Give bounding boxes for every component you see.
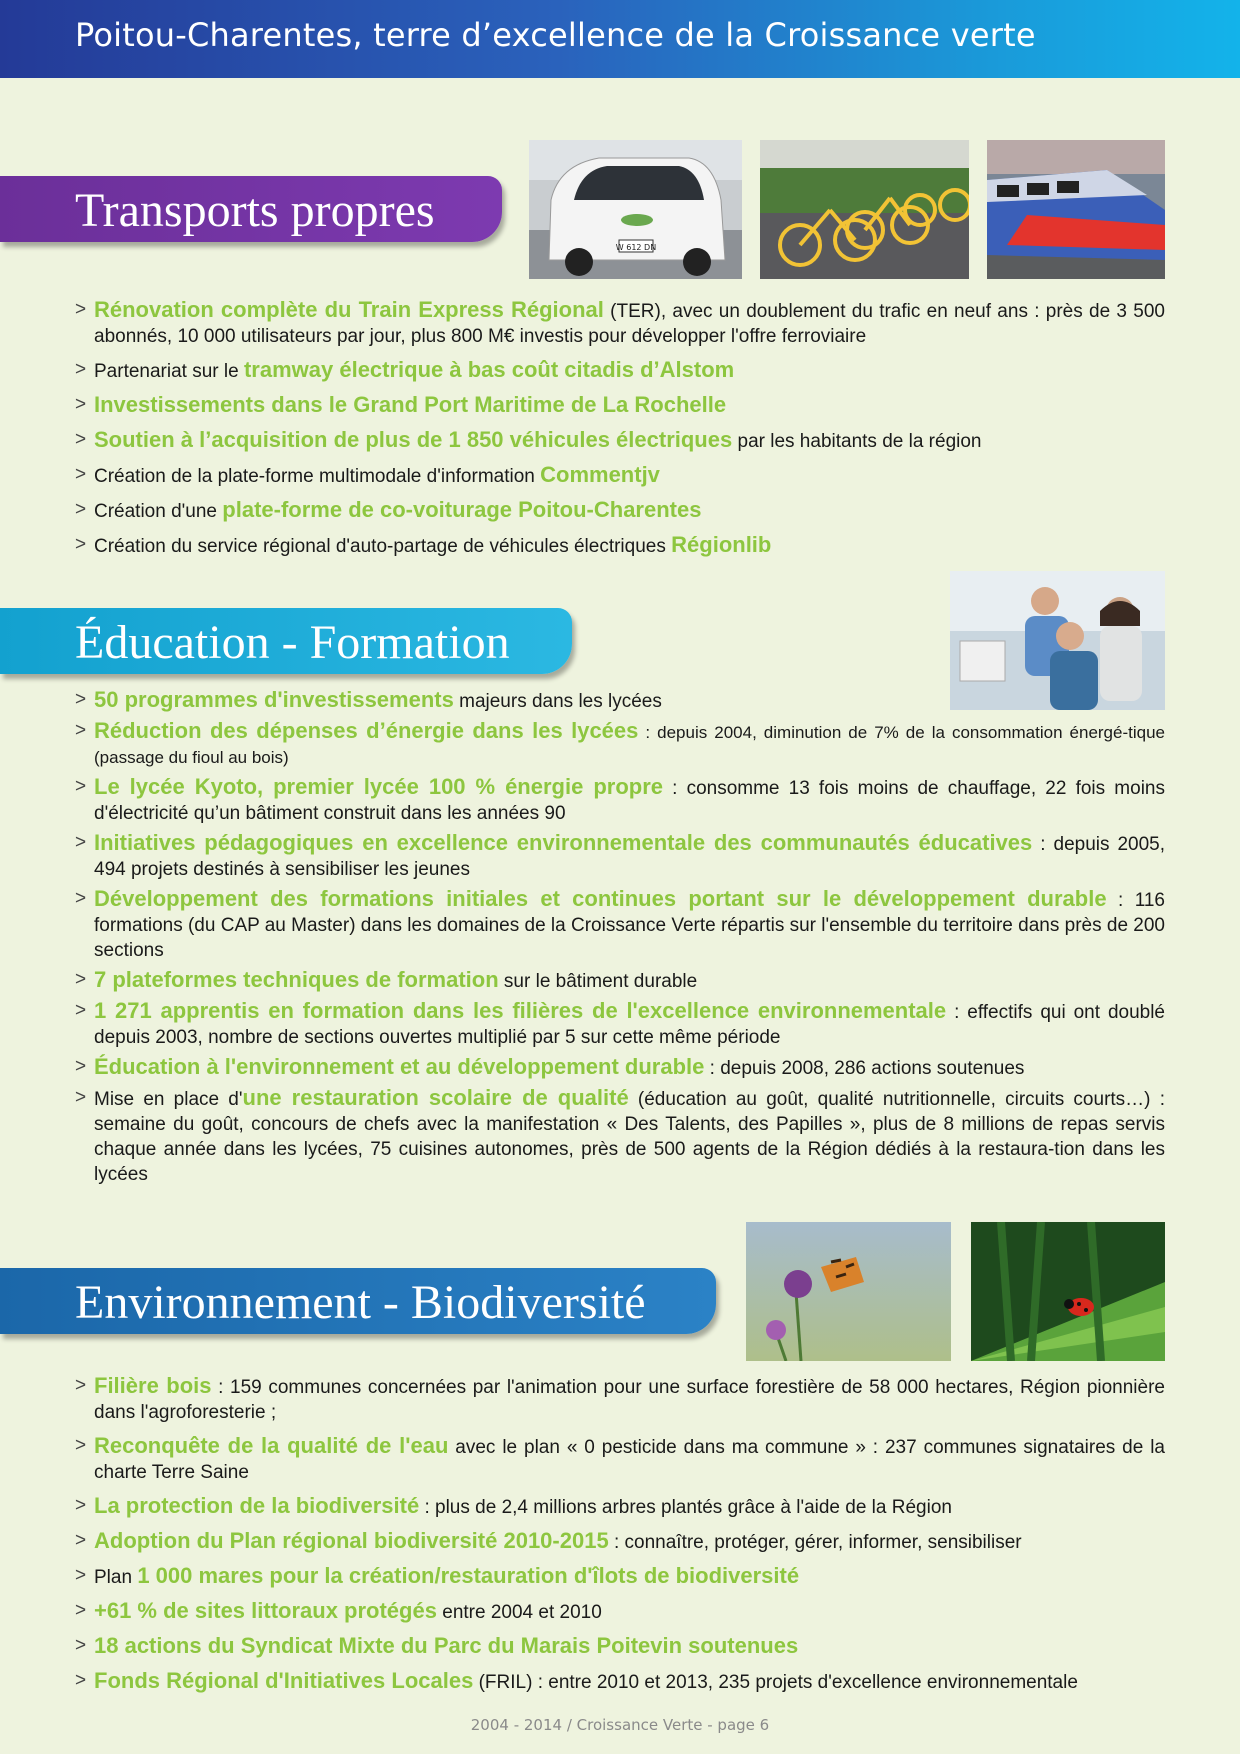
- body-text: : 159 communes concernées par l'animation pour une surface forestière de 58 000 hectares, Région pionnière dans l'agroforesterie ;: [94, 1377, 1165, 1423]
- section-title: Transports propres: [75, 184, 435, 237]
- body-text: : depuis 2008, 286 actions soutenues: [704, 1058, 1025, 1079]
- body-text: : 116 formations (du CAP au Master) dans les domaines de la Croissance Verte répartis sur l'ensemble du territoire dans près de 200 sections: [94, 890, 1165, 961]
- car-plate: W 612 DN: [615, 243, 657, 252]
- highlight-text: Éducation à l'environnement et au développement durable: [94, 1054, 705, 1079]
- highlight-text: Soutien à l’acquisition de plus de 1 850 véhicules électriques: [94, 427, 733, 452]
- education-list: [75, 687, 1165, 1191]
- list-item: [75, 774, 1165, 826]
- photo-ter-train: [987, 140, 1165, 279]
- highlight-text: 7 plateformes techniques de formation: [94, 967, 499, 992]
- list-item: [75, 1493, 1165, 1520]
- section-banner-education: [0, 608, 572, 674]
- highlight-text: Développement des formations initiales et continues portant sur le développement durable: [94, 886, 1107, 911]
- highlight-text: Filière bois: [94, 1373, 212, 1398]
- highlight-text: La protection de la biodiversité: [94, 1493, 420, 1518]
- page-title: Poitou-Charentes, terre d’excellence de la Croissance verte: [75, 16, 1036, 54]
- body-text: sur le bâtiment durable: [498, 971, 698, 992]
- highlight-text: Réduction des dépenses d’énergie dans les lycées: [94, 718, 639, 743]
- highlight-text: Rénovation complète du Train Express Régional: [94, 297, 604, 322]
- section-title: Éducation - Formation: [75, 616, 510, 669]
- body-text: Création de la plate-forme multimodale d'information: [94, 466, 541, 487]
- highlight-text: Fonds Régional d'Initiatives Locales: [94, 1668, 474, 1693]
- body-text: : consomme 13 fois moins de chauffage, 22 fois moins d'électricité qu’un bâtiment construit dans les années 90: [94, 778, 1165, 824]
- list-item: [75, 1563, 1165, 1590]
- list-item: [75, 1598, 1165, 1625]
- highlight-text: 50 programmes d'investissements: [94, 687, 454, 712]
- body-text: : connaître, protéger, gérer, informer, sensibiliser: [608, 1532, 1022, 1553]
- body-text: : effectifs qui ont doublé depuis 2003, nombre de sections ouvertes multiplié par 5 sur cette même période: [94, 1002, 1165, 1048]
- body-text: Partenariat sur le: [94, 361, 244, 382]
- photo-ladybug-leaf: [971, 1222, 1165, 1361]
- body-text: entre 2004 et 2010: [436, 1602, 602, 1623]
- transports-list: [75, 297, 1165, 567]
- list-item: [75, 1668, 1165, 1695]
- highlight-text: Investissements dans le Grand Port Maritime de La Rochelle: [94, 392, 727, 417]
- highlight-text: Le lycée Kyoto, premier lycée 100 % énergie propre: [94, 774, 663, 799]
- body-text: : plus de 2,4 millions arbres plantés grâce à l'aide de la Région: [419, 1497, 952, 1518]
- photo-butterfly-thistle: [746, 1222, 951, 1361]
- photo-electric-car: [529, 140, 742, 279]
- highlight-text: +61 % de sites littoraux protégés: [94, 1598, 437, 1623]
- list-item: [75, 497, 1165, 524]
- list-item: [75, 532, 1165, 559]
- body-text: : depuis 2004, diminution de 7% de la consommation énergé-tique (passage du fioul au bois): [94, 723, 1165, 767]
- list-item: [75, 1633, 1165, 1660]
- list-item: [75, 1054, 1165, 1081]
- list-item: [75, 1085, 1165, 1187]
- body-text: avec le plan « 0 pesticide dans ma commune » : 237 communes signataires de la charte Terre Saine: [94, 1437, 1165, 1483]
- highlight-text: Initiatives pédagogiques en excellence environnementale des communautés éducatives: [94, 830, 1033, 855]
- highlight-text: une restauration scolaire de qualité: [242, 1085, 629, 1110]
- list-item: [75, 427, 1165, 454]
- highlight-text: 1 271 apprentis en formation dans les filières de l'excellence environnementale: [94, 998, 947, 1023]
- body-text: : depuis 2005, 494 projets destinés à sensibiliser les jeunes: [94, 834, 1166, 880]
- body-text: Mise en place d': [94, 1089, 243, 1110]
- header-bar: [0, 0, 1240, 78]
- body-text: Création d'une: [94, 501, 223, 522]
- body-text: par les habitants de la région: [732, 431, 982, 452]
- highlight-text: Adoption du Plan régional biodiversité 2010-2015: [94, 1528, 609, 1553]
- list-item: [75, 967, 1165, 994]
- list-item: [75, 886, 1165, 963]
- highlight-text: plate-forme de co-voiturage Poitou-Charentes: [222, 497, 702, 522]
- list-item: [75, 1433, 1165, 1485]
- list-item: [75, 357, 1165, 384]
- highlight-text: Reconquête de la qualité de l'eau: [94, 1433, 449, 1458]
- body-text: (FRIL) : entre 2010 et 2013, 235 projets d'excellence environnementale: [473, 1672, 1078, 1693]
- list-item: [75, 718, 1165, 770]
- list-item: [75, 998, 1165, 1050]
- section-banner-environnement: [0, 1268, 716, 1334]
- highlight-text: 18 actions du Syndicat Mixte du Parc du Marais Poitevin soutenues: [94, 1633, 799, 1658]
- list-item: [75, 687, 1165, 714]
- highlight-text: Régionlib: [671, 532, 772, 557]
- body-text: Plan: [94, 1567, 138, 1588]
- highlight-text: 1 000 mares pour la création/restauration d'îlots de biodiversité: [137, 1563, 800, 1588]
- page-footer: 2004 - 2014 / Croissance Verte - page 6: [470, 1716, 770, 1734]
- body-text: Création du service régional d'auto-partage de véhicules électriques: [94, 536, 672, 557]
- body-text: (TER), avec un doublement du trafic en neuf ans : près de 3 500 abonnés, 10 000 utilisateurs par jour, plus 800 M€ investis pour développer l'offre ferroviaire: [94, 301, 1165, 347]
- environnement-list: [75, 1373, 1165, 1703]
- list-item: [75, 462, 1165, 489]
- list-item: [75, 830, 1165, 882]
- highlight-text: tramway électrique à bas coût citadis d’Alstom: [243, 357, 735, 382]
- highlight-text: Commentjv: [540, 462, 660, 487]
- body-text: majeurs dans les lycées: [453, 691, 662, 712]
- section-title: Environnement - Biodiversité: [75, 1276, 646, 1329]
- list-item: [75, 297, 1165, 349]
- list-item: [75, 1373, 1165, 1425]
- list-item: [75, 392, 1165, 419]
- list-item: [75, 1528, 1165, 1555]
- body-text: (éducation au goût, qualité nutritionnelle, circuits courts…) : semaine du goût, concours de chefs avec la manifestation « Des Talents, des Papilles », plus de 8 millions de repas servis chaque année dans les lycées, 75 cuisines autonomes, près de 500 agents de la Région dédiés à la restaura-tion dans les lycées: [94, 1089, 1165, 1185]
- photo-bicycles: [760, 140, 969, 279]
- section-banner-transports: [0, 176, 502, 242]
